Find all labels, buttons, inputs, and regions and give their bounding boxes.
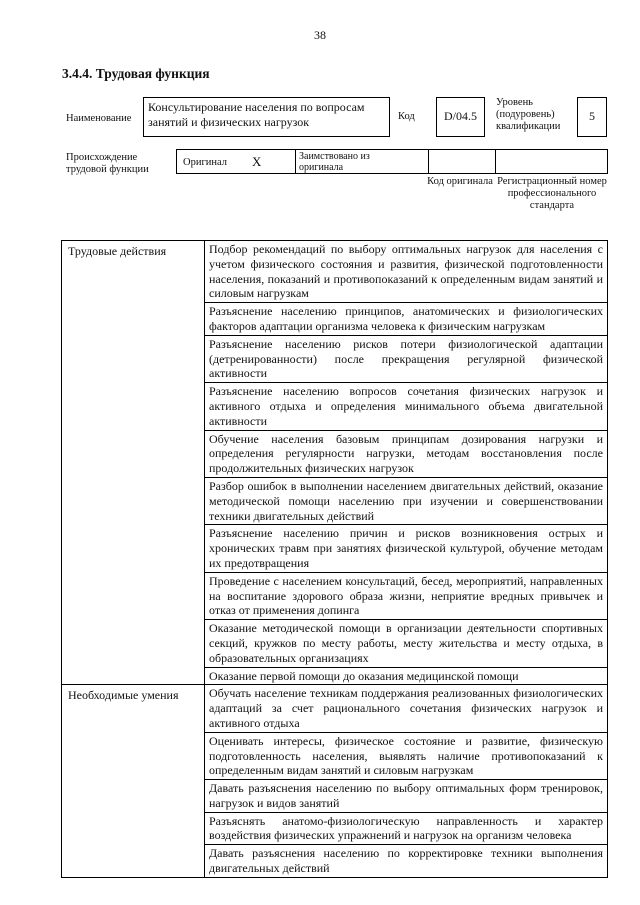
list-item: Оценивать интересы, физическое состояние и развитие, физическую подготовленность населения, выявлять наличие противопоказаний к определенным видам занятий и силовым нагрузкам xyxy=(205,732,608,779)
code-label: Код xyxy=(398,111,415,122)
reg-caption: Регистрационный номер профессионального стандарта xyxy=(497,176,607,211)
list-item: Разъяснение населению рисков потери физиологической адаптации (детренированности) после прекращения регулярной физической активности xyxy=(205,335,608,382)
divider xyxy=(295,150,296,173)
code-value: D/04.5 xyxy=(436,97,485,137)
list-item: Проведение с населением консультаций, бесед, мероприятий, направленных на воспитание здорового образа жизни, неприятие вредных привычек и отказ от применения допинга xyxy=(205,572,608,619)
list-item: Разъяснять анатомо-физиологическую направленность и характер воздействия физических упражнений и нагрузок на организм человека xyxy=(205,812,608,845)
original-mark: X xyxy=(252,154,262,169)
table-row xyxy=(62,241,608,303)
name-label: Наименование xyxy=(66,113,132,124)
divider xyxy=(428,150,429,173)
list-item: Давать разъяснения населению по выбору оптимальных форм тренировок, нагрузок и видов занятий xyxy=(205,780,608,813)
divider xyxy=(495,150,496,173)
level-value: 5 xyxy=(577,97,607,137)
page-number: 38 xyxy=(314,28,326,42)
section-category: Необходимые умения xyxy=(62,685,205,878)
name-value: Консультирование населения по вопросам занятий и физических нагрузок xyxy=(143,97,390,137)
functions-table xyxy=(61,240,608,878)
origin-table xyxy=(176,149,608,174)
list-item: Оказание методической помощи в организации деятельности спортивных секций, кружков по месту работы, месту жительства и месту отдыха, в образовательных организациях xyxy=(205,620,608,667)
list-item: Разъяснение населению вопросов сочетания физических нагрузок и активного отдыха и определения минимального объема двигательной активности xyxy=(205,383,608,430)
code-caption: Код оригинала xyxy=(427,176,493,187)
level-label: Уровень (подуровень) квалификации xyxy=(496,97,561,132)
list-item: Обучать население техникам поддержания реализованных физиологических адаптаций за счет рационального сочетания физических нагрузок и активного отдыха xyxy=(205,685,608,732)
list-item: Оказание первой помощи до оказания медицинской помощи xyxy=(205,667,608,685)
origin-label: Происхождение трудовой функции xyxy=(66,152,149,175)
section-category: Трудовые действия xyxy=(62,241,205,685)
list-item: Давать разъяснения населению по корректировке техники выполнения двигательных действий xyxy=(205,845,608,878)
list-item: Разбор ошибок в выполнении населением двигательных действий, оказание методической помощи населению при изучении и совершенствовании техники двигательных действий xyxy=(205,477,608,524)
list-item: Разъяснение населению принципов, анатомических и физиологических факторов адаптации организма человека к физическим нагрузкам xyxy=(205,303,608,336)
original-label: Оригинал xyxy=(183,157,227,168)
list-item: Обучение населения базовым принципам дозирования нагрузки и определения регулярности нагрузки, методам восстановления после продолжительных физических нагрузок xyxy=(205,430,608,477)
section-title: 3.4.4. Трудовая функция xyxy=(62,66,210,81)
borrowed-label: Заимствовано из оригинала xyxy=(299,151,370,173)
list-item: Разъяснение населению причин и рисков возникновения острых и хронических травм при занятиях физической культурой, обучение методам их предотвращения xyxy=(205,525,608,572)
table-row xyxy=(62,685,608,732)
list-item: Подбор рекомендаций по выбору оптимальных нагрузок для населения с учетом физического состояния и развития, физической подготовленности населения, показаний и противопоказаний к определенным видам занятий и силовым нагрузкам xyxy=(205,241,608,303)
